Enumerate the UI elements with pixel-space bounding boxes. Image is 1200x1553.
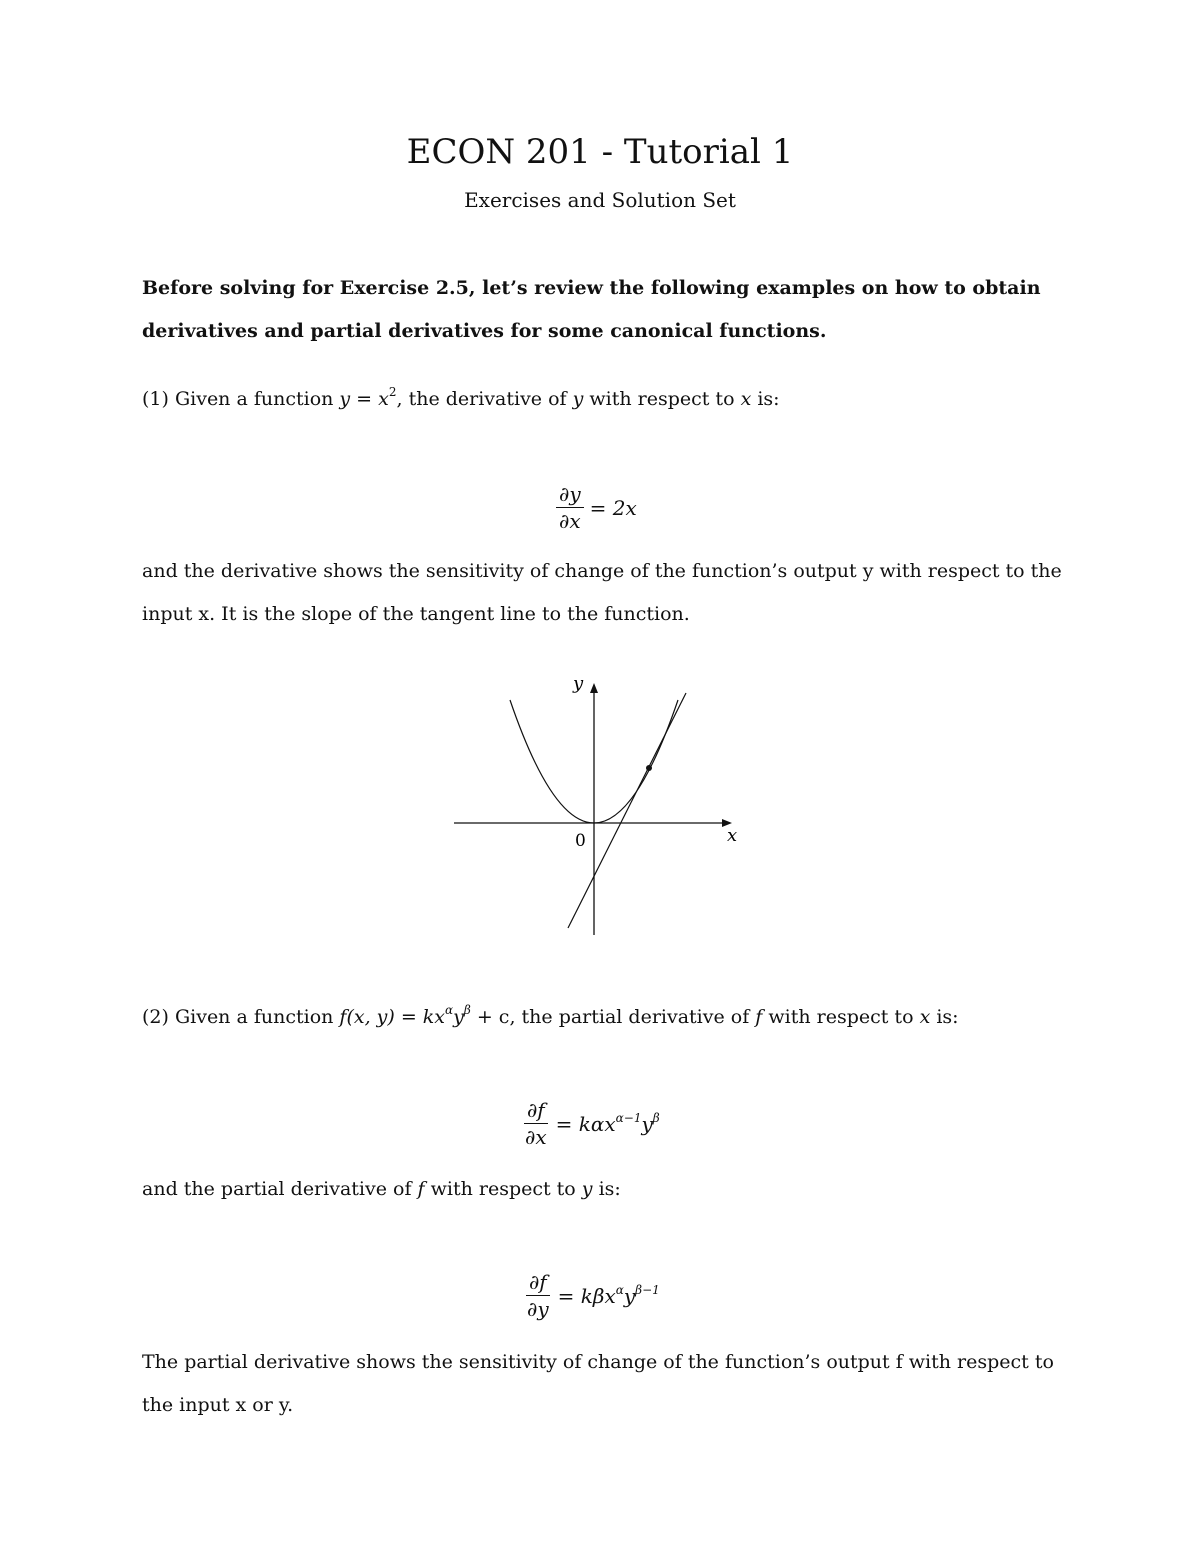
example-2-explain-line-2: the input x or y. (142, 1394, 294, 1416)
equation-derivative-1 (556, 483, 637, 532)
eq1-rhs: = 2x (589, 495, 637, 520)
parabola-tangent-graph (440, 665, 760, 945)
example-2-explanation (142, 1341, 1062, 1427)
example-1-explanation (142, 550, 1062, 636)
eq2-rhs: = $k\alpha x^{\alpha-1}y^\beta$ (555, 1110, 660, 1136)
intro-paragraph (142, 267, 1062, 353)
intro-line-2: derivatives and partial derivatives for some canonical functions. (142, 320, 827, 342)
page-title: ECON 201 - Tutorial 1 (406, 132, 794, 172)
example-1-explain-line-1: and the derivative shows the sensitivity of change of the function’s output y with respect to the (142, 560, 1062, 582)
eq2-denominator: ∂x (525, 1125, 547, 1149)
eq3-denominator: ∂y (527, 1297, 549, 1321)
example-1-explain-line-2: input x. It is the slope of the tangent line to the function. (142, 603, 690, 625)
equation-partial-y (524, 1271, 660, 1320)
eq3-rhs: = $k\beta x^\alpha y^{\beta-1}$ (557, 1282, 660, 1308)
eq1-numerator: ∂y (556, 483, 584, 508)
origin-label: 0 (575, 831, 586, 851)
tangent-line (568, 693, 686, 928)
example-2-second-statement: and the partial derivative of f with respect to y is: (142, 1178, 621, 1200)
eq2-numerator: ∂f (524, 1099, 548, 1124)
intro-line-1: Before solving for Exercise 2.5, let’s review the following examples on how to obtain (142, 277, 1041, 299)
tangent-point (646, 765, 652, 771)
example-2-explain-line-1: The partial derivative shows the sensitivity of change of the function’s output f with respect to (142, 1351, 1054, 1373)
example-1-statement: (1) Given a function $y = x^2$, the derivative of y with respect to x is: (142, 385, 780, 410)
page-subtitle: Exercises and Solution Set (464, 188, 736, 212)
eq3-numerator: ∂f (526, 1271, 550, 1296)
example-2-statement: (2) Given a function f(x, $y) = kx^\alpha y^\beta + c$, the partial derivative of f with respect to x is: (142, 1003, 959, 1028)
y-axis-arrow (590, 683, 598, 693)
eq1-denominator: ∂x (559, 509, 581, 533)
y-axis-label: y (573, 673, 584, 694)
equation-partial-x (522, 1099, 660, 1148)
x-axis-label: x (727, 825, 738, 846)
